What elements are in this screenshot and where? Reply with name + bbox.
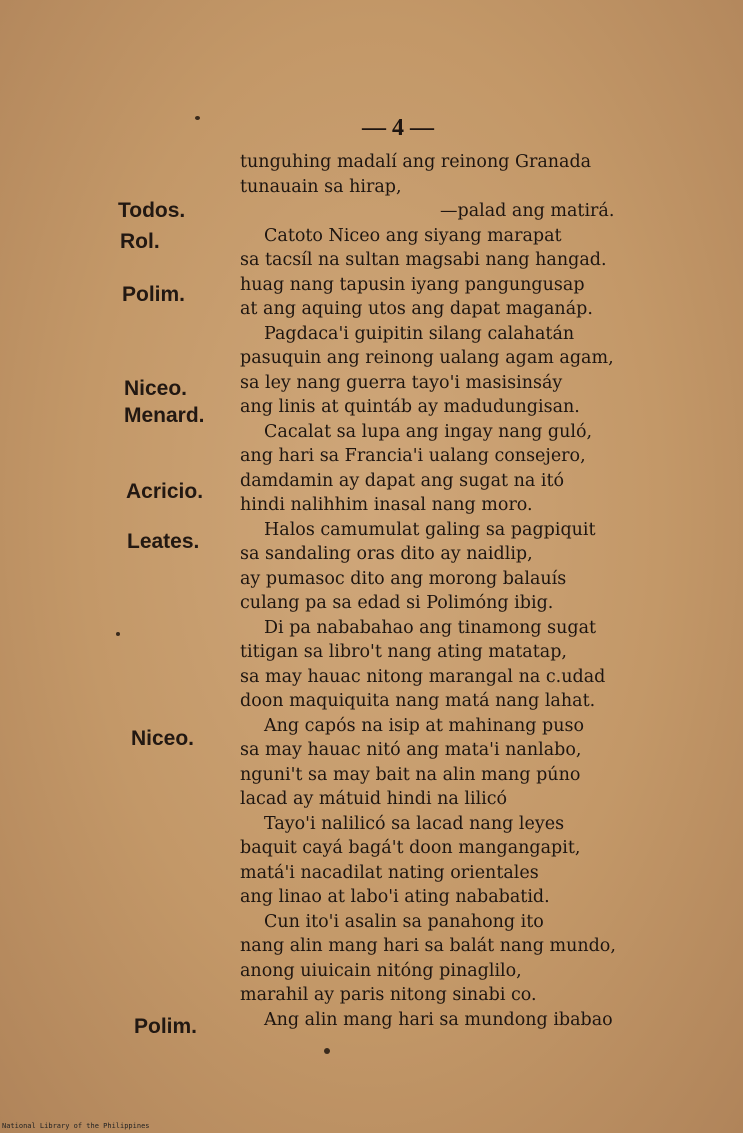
verse-line: Cacalat sa lupa ang ingay nang guló, xyxy=(264,421,593,442)
verse-line: ang hari sa Francia'i ualang consejero, xyxy=(240,446,586,466)
verse-line: nang alin mang hari sa balát nang mundo, xyxy=(240,936,616,956)
speaker-label: Todos. xyxy=(118,199,186,222)
verse-line: Halos camumulat galing sa pagpiquit xyxy=(264,519,596,540)
paper-stain xyxy=(195,116,200,120)
verse-line: sa ley nang guerra tayo'i masisinsáy xyxy=(240,372,563,393)
verse-line: lacad ay mátuid hindi na lilicó xyxy=(240,789,508,809)
verse-line: —palad ang matirá. xyxy=(440,201,615,221)
verse-line: at ang aquing utos ang dapat maganáp. xyxy=(240,299,593,319)
speaker-label: Niceo. xyxy=(131,727,195,750)
verse-line: Cun ito'i asalin sa panahong ito xyxy=(264,911,544,932)
verse-line: doon maquiquita nang matá nang lahat. xyxy=(240,691,596,711)
footer-watermark: National Library of the Philippines xyxy=(2,1122,150,1130)
verse-line: culang pa sa edad si Polimóng ibig. xyxy=(240,593,554,613)
verse-line: ang linao at labo'i ating nababatid. xyxy=(240,887,550,907)
speaker-label: Acricio. xyxy=(126,480,204,503)
verse-line: huag nang tapusin iyang pangungusap xyxy=(240,274,585,295)
verse-line: anong uiuicain nitóng pinaglilo, xyxy=(240,960,522,981)
verse-line: sa tacsíl na sultan magsabi nang hangad. xyxy=(240,250,607,270)
paper-stain xyxy=(324,1048,330,1054)
verse-line: Ang alin mang hari sa mundong ibabao xyxy=(264,1009,613,1030)
speaker-label: Polim. xyxy=(134,1015,198,1038)
verse-line: tunguhing madalí ang reinong Granada xyxy=(240,152,592,172)
speaker-label: Rol. xyxy=(120,230,160,253)
paper-stain xyxy=(116,632,120,636)
speaker-label: Niceo. xyxy=(124,377,188,400)
verse-line: Pagdaca'i guipitin silang calahatán xyxy=(264,323,575,344)
verse-line: sa may hauac nitong marangal na c.udad xyxy=(240,666,606,687)
verse-line: tunauain sa hirap, xyxy=(240,176,402,197)
verse-line: Ang capós na isip at mahinang puso xyxy=(264,715,585,736)
verse-line: matá'i nacadilat nating orientales xyxy=(240,862,539,883)
page-number: — 4 — xyxy=(362,115,434,141)
verse-block xyxy=(240,150,720,1032)
verse-line: Di pa nababahao ang tinamong sugat xyxy=(264,617,597,638)
verse-line: hindi nalihhim inasal nang moro. xyxy=(240,495,533,515)
speaker-label: Leates. xyxy=(127,530,200,553)
verse-line: ay pumasoc dito ang morong balauís xyxy=(240,568,567,589)
verse-line: baquit cayá bagá't doon mangangapit, xyxy=(240,838,581,858)
verse-line: titigan sa libro't nang ating matatap, xyxy=(240,642,567,662)
speaker-label: Polim. xyxy=(122,283,186,306)
verse-line: marahil ay paris nitong sinabi co. xyxy=(240,985,537,1005)
verse-line: ang linis at quintáb ay madudungisan. xyxy=(240,397,580,417)
verse-line: sa may hauac nitó ang mata'i nanlabo, xyxy=(240,740,582,760)
verse-line: Tayo'i nalilicó sa lacad nang leyes xyxy=(264,813,565,834)
verse-line: sa sandaling oras dito ay naidlip, xyxy=(240,544,533,564)
verse-line: pasuquin ang reinong ualang agam agam, xyxy=(240,348,614,368)
speaker-label: Menard. xyxy=(124,404,205,427)
verse-line: Catoto Niceo ang siyang marapat xyxy=(264,225,562,246)
verse-line: damdamin ay dapat ang sugat na itó xyxy=(240,470,565,491)
verse-line: nguni't sa may bait na alin mang púno xyxy=(240,764,581,785)
